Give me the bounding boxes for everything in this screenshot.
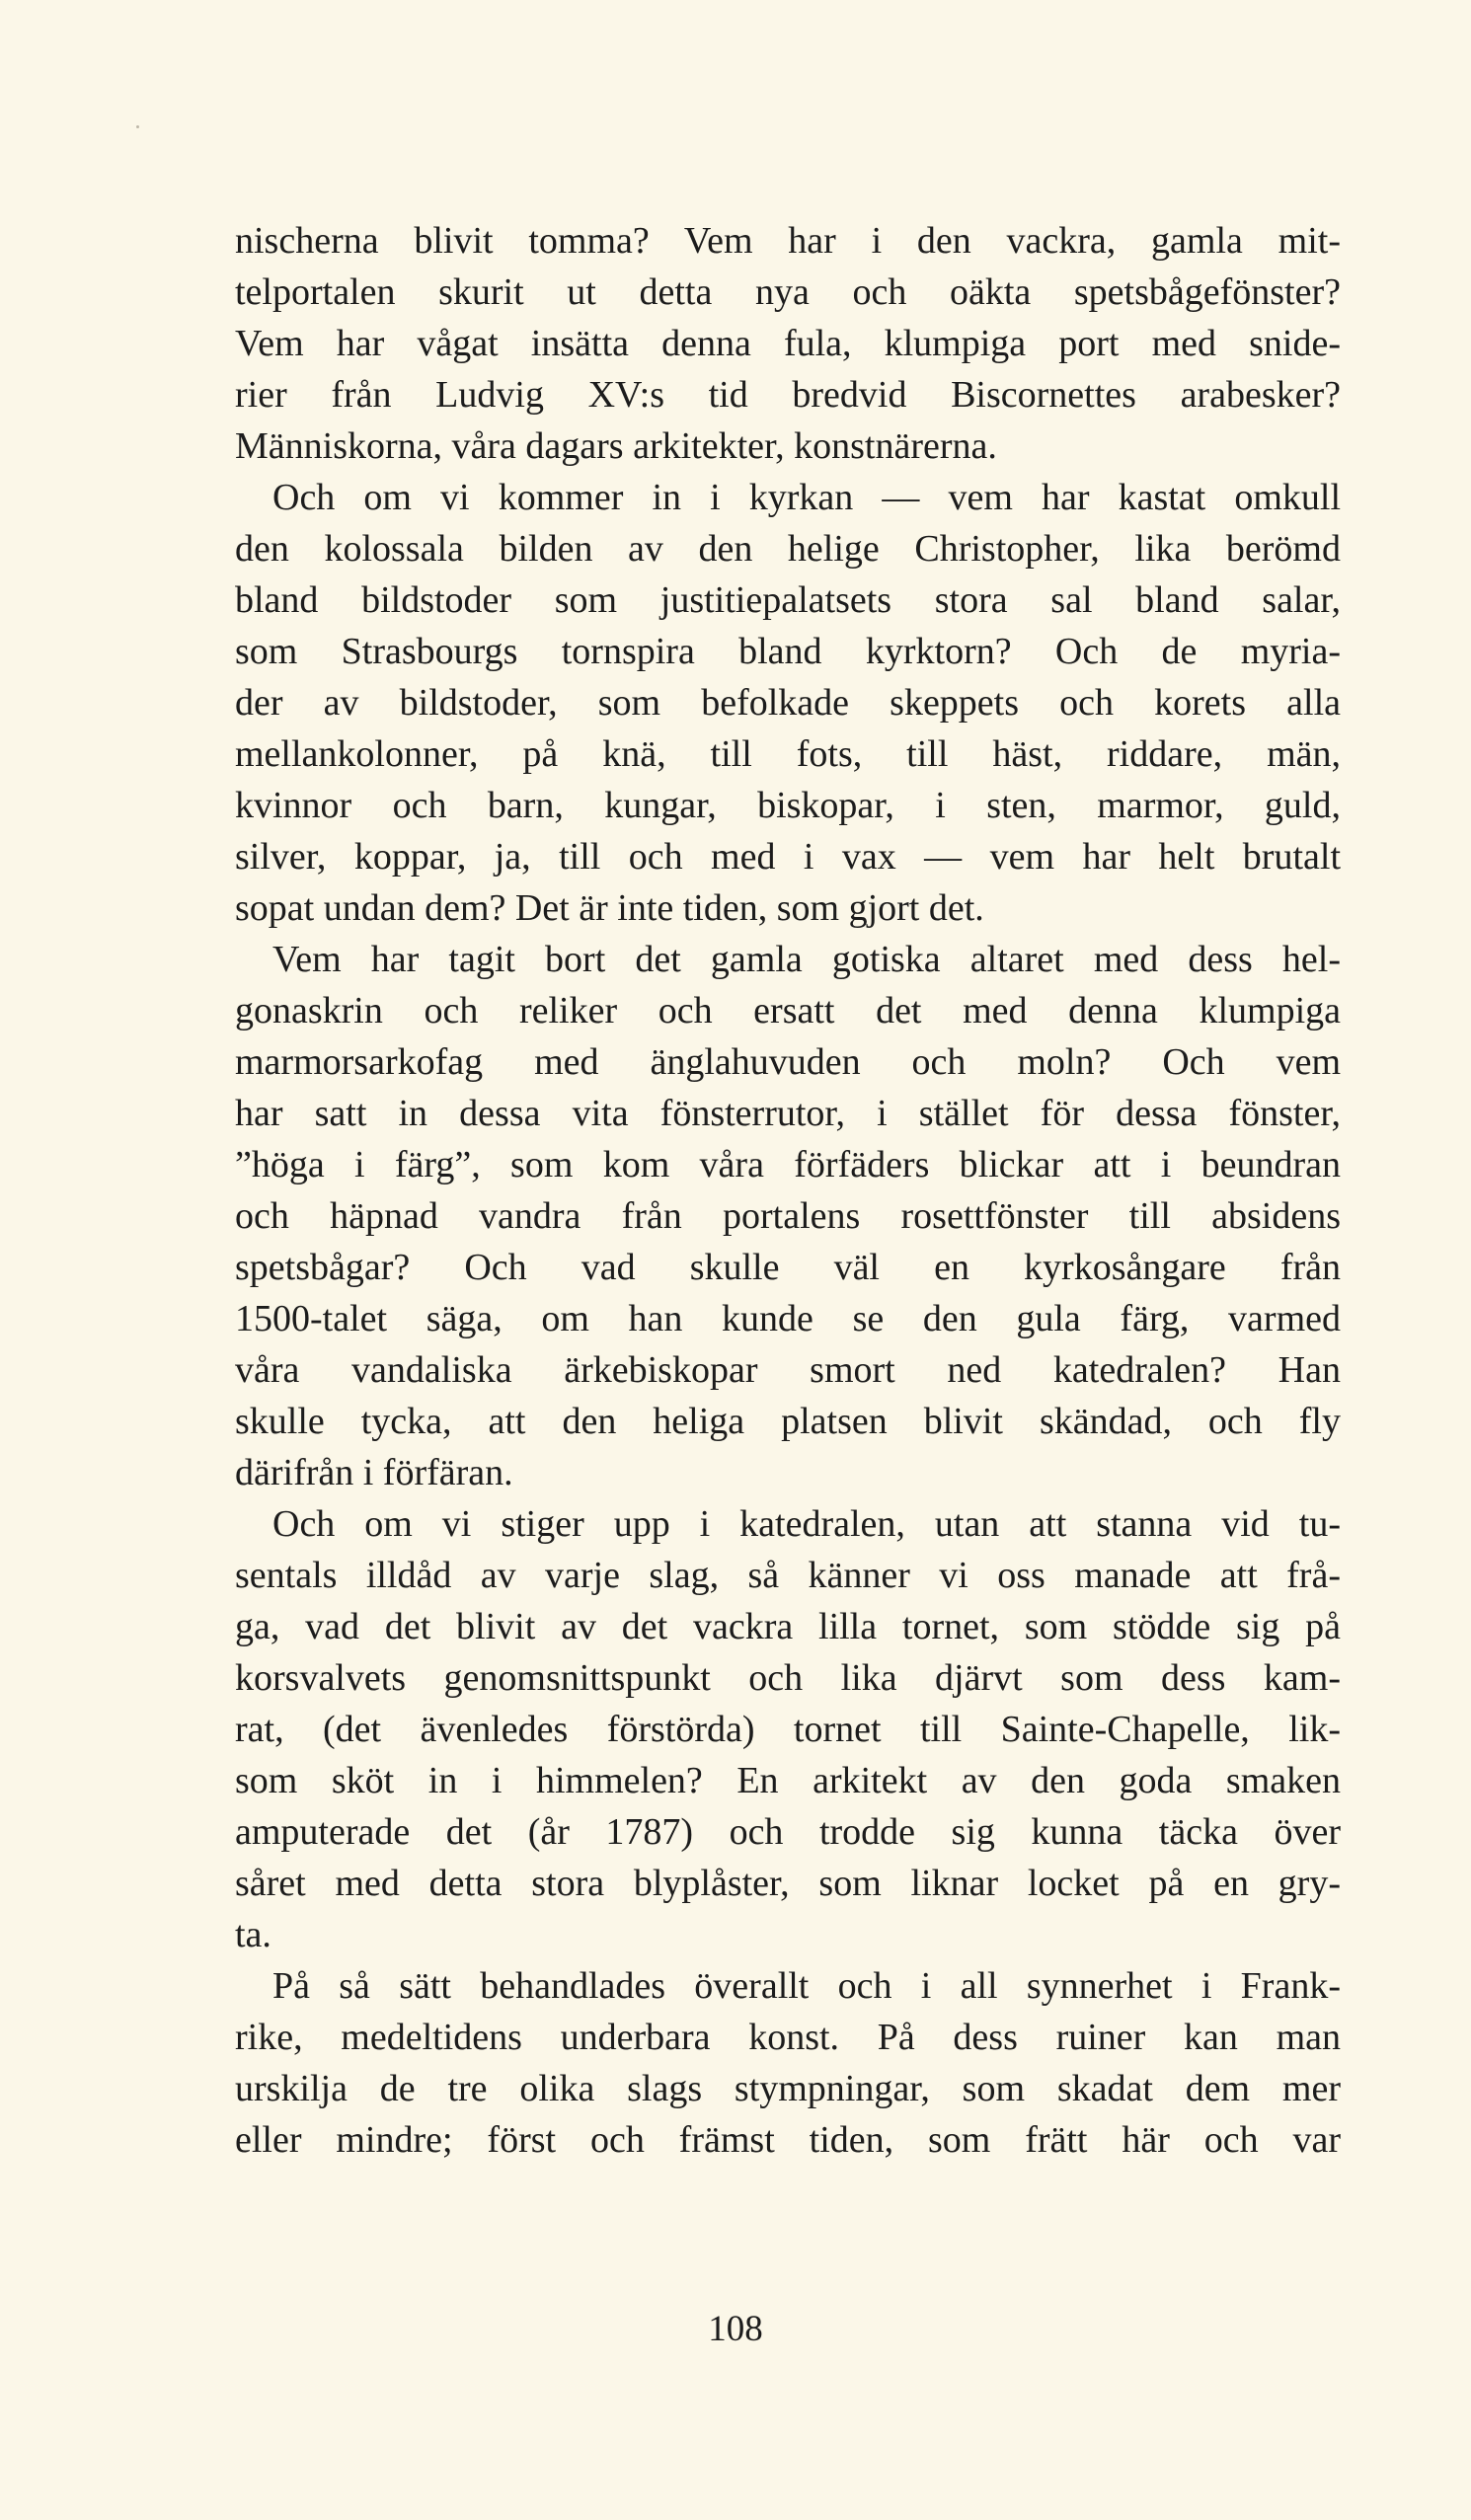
text-line: därifrån i förfäran. bbox=[235, 1452, 513, 1493]
text-line: amputerade det (år 1787) och trodde sig kunna täcka över bbox=[235, 1811, 1341, 1853]
text-line: ga, vad det blivit av det vackra lilla tornet, som stödde sig på bbox=[235, 1606, 1341, 1647]
text-line: Vem har vågat insätta denna fula, klumpiga port med snide- bbox=[235, 323, 1341, 364]
text-line: såret med detta stora blyplåster, som liknar locket på en gry- bbox=[235, 1863, 1341, 1904]
text-line: och häpnad vandra från portalens rosettfönster till absidens bbox=[235, 1195, 1341, 1237]
body-text bbox=[235, 215, 1341, 2166]
text-line: Och om vi stiger upp i katedralen, utan att stanna vid tu- bbox=[272, 1503, 1341, 1545]
paragraph-1 bbox=[235, 215, 1341, 472]
text-line: ”höga i färg”, som kom våra förfäders blickar att i beundran bbox=[235, 1144, 1341, 1185]
text-line: rier från Ludvig XV:s tid bredvid Biscornettes arabesker? bbox=[235, 374, 1341, 416]
text-line: spetsbågar? Och vad skulle väl en kyrkosångare från bbox=[235, 1247, 1341, 1288]
text-line: urskilja de tre olika slags stympningar, som skadat dem mer bbox=[235, 2068, 1341, 2109]
paragraph-5 bbox=[235, 1960, 1341, 2166]
text-line: skulle tycka, att den heliga platsen blivit skändad, och fly bbox=[235, 1401, 1341, 1442]
text-line: kvinnor och barn, kungar, biskopar, i sten, marmor, guld, bbox=[235, 785, 1341, 826]
text-line: sopat undan dem? Det är inte tiden, som gjort det. bbox=[235, 887, 984, 929]
paragraph-4 bbox=[235, 1498, 1341, 1960]
text-line: rat, (det ävenledes förstörda) tornet till Sainte-Chapelle, lik- bbox=[235, 1709, 1341, 1750]
text-line: våra vandaliska ärkebiskopar smort ned katedralen? Han bbox=[235, 1349, 1341, 1391]
text-line: som Strasbourgs tornspira bland kyrktorn? Och de myria- bbox=[235, 631, 1341, 672]
paper-speck bbox=[136, 125, 139, 128]
text-line: Och om vi kommer in i kyrkan — vem har kastat omkull bbox=[272, 477, 1341, 518]
text-line: ta. bbox=[235, 1914, 271, 1955]
text-line: eller mindre; först och främst tiden, som frätt här och var bbox=[235, 2119, 1341, 2161]
text-line: korsvalvets genomsnittspunkt och lika djärvt som dess kam- bbox=[235, 1657, 1341, 1699]
text-line: telportalen skurit ut detta nya och oäkta spetsbågefönster? bbox=[235, 271, 1341, 313]
text-line: har satt in dessa vita fönsterrutor, i stället för dessa fönster, bbox=[235, 1093, 1341, 1134]
text-line: bland bildstoder som justitiepalatsets stora sal bland salar, bbox=[235, 579, 1341, 621]
text-line: sentals illdåd av varje slag, så känner vi oss manade att frå- bbox=[235, 1555, 1341, 1596]
paragraph-2 bbox=[235, 472, 1341, 934]
text-line: Vem har tagit bort det gamla gotiska altaret med dess hel- bbox=[272, 939, 1341, 980]
text-line: der av bildstoder, som befolkade skeppets och korets alla bbox=[235, 682, 1341, 724]
text-line: nischerna blivit tomma? Vem har i den vackra, gamla mit- bbox=[235, 220, 1341, 262]
paragraph-3 bbox=[235, 934, 1341, 1498]
text-line: På så sätt behandlades överallt och i all synnerhet i Frank- bbox=[272, 1965, 1341, 2007]
text-line: gonaskrin och reliker och ersatt det med denna klumpiga bbox=[235, 990, 1341, 1031]
text-line: rike, medeltidens underbara konst. På dess ruiner kan man bbox=[235, 2017, 1341, 2058]
text-line: silver, koppar, ja, till och med i vax — vem har helt brutalt bbox=[235, 836, 1341, 878]
page-number: 108 bbox=[708, 2309, 763, 2349]
text-line: 1500-talet säga, om han kunde se den gula färg, varmed bbox=[235, 1298, 1341, 1339]
text-line: den kolossala bilden av den helige Christopher, lika berömd bbox=[235, 528, 1341, 570]
text-line: marmorsarkofag med änglahuvuden och moln? Och vem bbox=[235, 1041, 1341, 1083]
text-line: som sköt in i himmelen? En arkitekt av den goda smaken bbox=[235, 1760, 1341, 1801]
text-line: Människorna, våra dagars arkitekter, konstnärerna. bbox=[235, 425, 997, 467]
text-line: mellankolonner, på knä, till fots, till häst, riddare, män, bbox=[235, 733, 1341, 775]
